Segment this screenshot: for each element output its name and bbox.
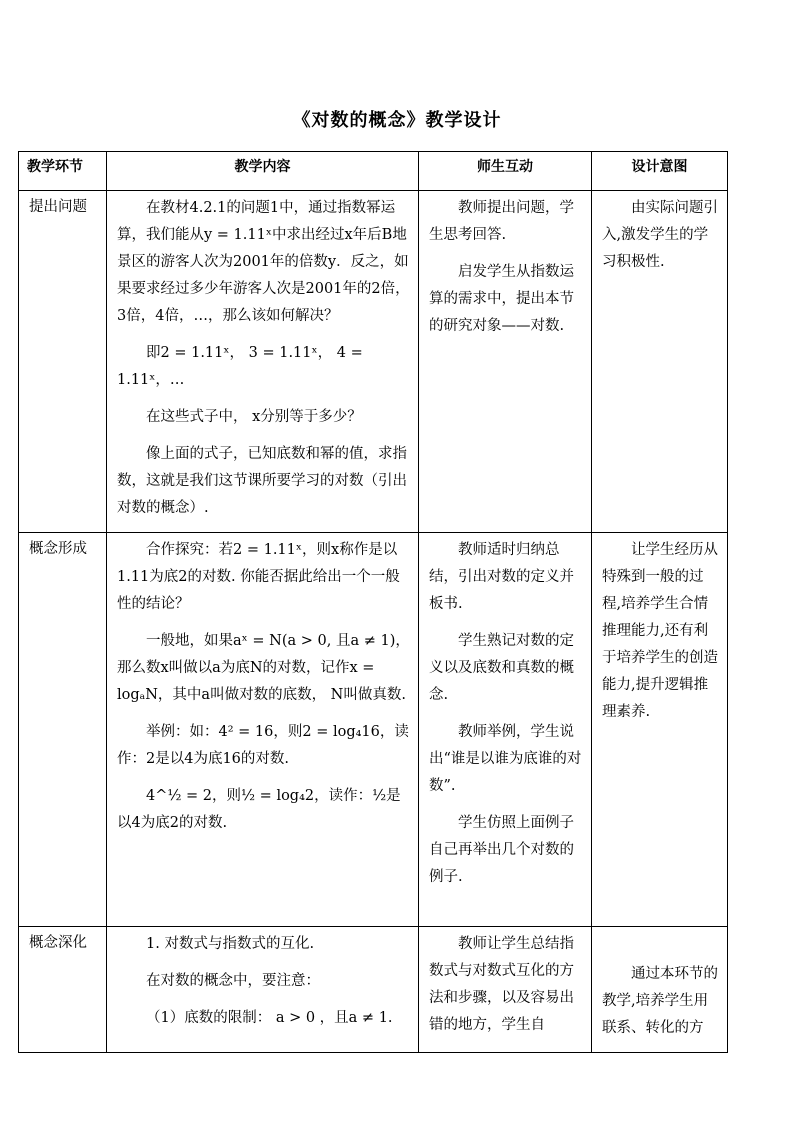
table-header-row bbox=[19, 152, 728, 191]
stage-cell: 概念形成 bbox=[19, 533, 107, 927]
content-paragraph: 在对数的概念中，要注意： bbox=[146, 973, 320, 989]
content-cell bbox=[107, 533, 419, 927]
table-row bbox=[19, 533, 728, 927]
interaction-cell bbox=[419, 927, 592, 1053]
interaction-paragraph: 学生熟记对数的定义以及底数和真数的概念. bbox=[429, 633, 574, 703]
interaction-cell bbox=[419, 191, 592, 533]
interaction-paragraph: 教师让学生总结指数式与对数式互化的方法和步骤，以及容易出错的地方，学生自 bbox=[429, 936, 574, 1033]
lesson-plan-table bbox=[18, 151, 728, 1053]
content-paragraph: 合作探究：若2 = 1.11ˣ，则x称作是以1.11为底2的对数. 你能否据此给出一个一般性的结论？ bbox=[117, 542, 400, 612]
content-paragraph: 举例：如：4² = 16，则2 = log₄16，读作：2是以4为底16的对数. bbox=[117, 724, 409, 767]
content-paragraph: 1. 对数式与指数式的互化. bbox=[146, 936, 315, 952]
intent-paragraph: 通过本环节的教学,培养学生用联系、转化的方 bbox=[602, 966, 718, 1036]
content-paragraph: 一般地，如果aˣ = N(a > 0, 且a ≠ 1)，那么数x叫做以a为底N的对数，记作x = logₐN，其中a叫做对数的底数， N叫做真数. bbox=[117, 633, 410, 703]
stage-cell: 概念深化 bbox=[19, 927, 107, 1053]
table-row bbox=[19, 191, 728, 533]
interaction-paragraph: 教师提出问题，学生思考回答. bbox=[429, 200, 574, 243]
header-interaction: 师生互动 bbox=[419, 152, 592, 191]
table-row bbox=[19, 927, 728, 1053]
interaction-cell bbox=[419, 533, 592, 927]
intent-cell bbox=[592, 927, 728, 1053]
interaction-paragraph: 教师举例，学生说出“谁是以谁为底谁的对数”. bbox=[429, 724, 582, 794]
interaction-paragraph: 教师适时归纳总结，引出对数的定义并板书. bbox=[429, 542, 574, 612]
content-paragraph: 即2 = 1.11ˣ， 3 = 1.11ˣ， 4 = 1.11ˣ，… bbox=[117, 345, 363, 388]
content-cell bbox=[107, 191, 419, 533]
intent-cell bbox=[592, 533, 728, 927]
page-title: 《对数的概念》教学设计 bbox=[292, 110, 502, 131]
content-paragraph: 在教材4.2.1的问题1中，通过指数幂运算，我们能从y = 1.11ˣ中求出经过x年后B地景区的游客人次为2001年的倍数y．反之，如果要求经过多少年游客人次是2001年的2倍，3倍，4倍，…，那么该如何解决？ bbox=[117, 200, 410, 324]
stage-cell: 提出问题 bbox=[19, 191, 107, 533]
header-stage: 教学环节 bbox=[19, 152, 107, 191]
content-cell bbox=[107, 927, 419, 1053]
content-paragraph: （1）底数的限制： a > 0 ，且a ≠ 1. bbox=[146, 1010, 393, 1026]
content-paragraph: 4^½ = 2，则½ = log₄2，读作：½是以4为底2的对数. bbox=[117, 788, 401, 831]
intent-cell bbox=[592, 191, 728, 533]
interaction-paragraph: 启发学生从指数运算的需求中，提出本节的研究对象——对数. bbox=[429, 264, 574, 334]
intent-paragraph: 让学生经历从特殊到一般的过程,培养学生合情推理能力,还有利于培养学生的创造能力,提升逻辑推理素养. bbox=[602, 542, 718, 720]
content-paragraph: 像上面的式子，已知底数和幂的值，求指数，这就是我们这节课所要学习的对数（引出对数的概念）. bbox=[117, 446, 407, 516]
header-content: 教学内容 bbox=[107, 152, 419, 191]
content-paragraph: 在这些式子中， x分别等于多少？ bbox=[146, 409, 362, 425]
interaction-paragraph: 学生仿照上面例子自己再举出几个对数的例子. bbox=[429, 815, 574, 885]
header-intent: 设计意图 bbox=[592, 152, 728, 191]
intent-paragraph: 由实际问题引入,激发学生的学习积极性. bbox=[602, 200, 718, 270]
